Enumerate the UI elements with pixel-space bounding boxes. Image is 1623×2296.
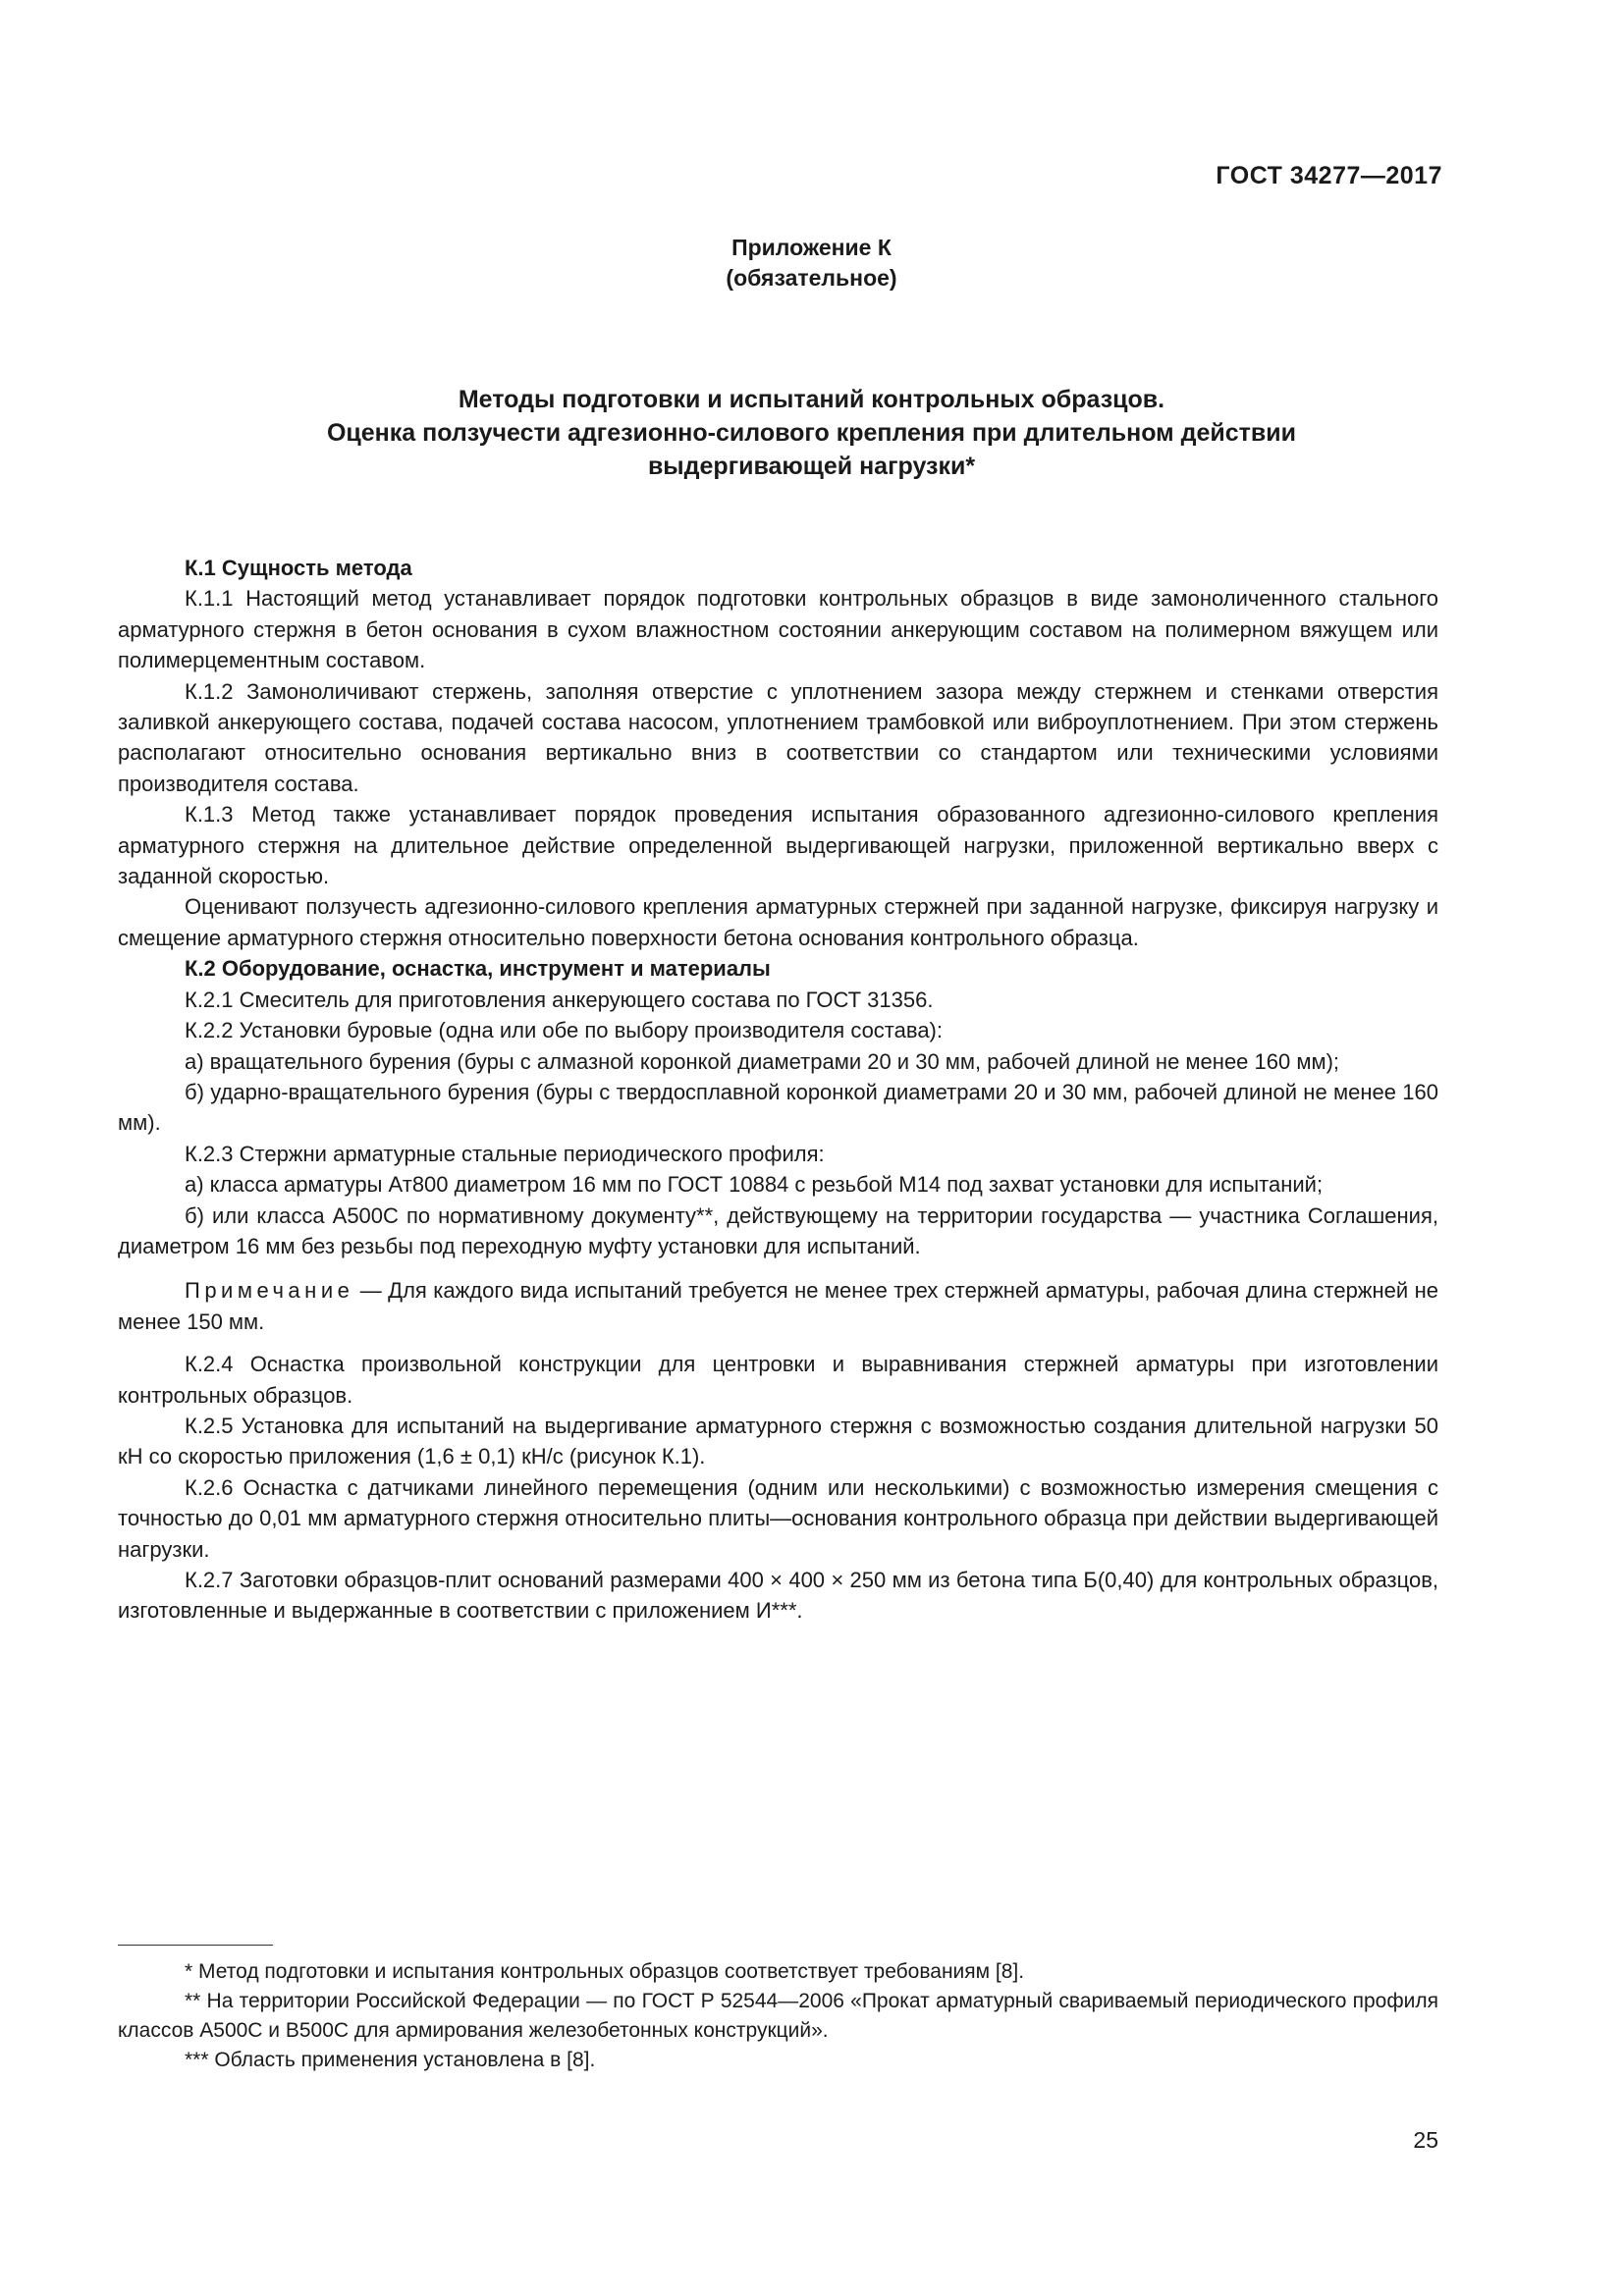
paragraph-k1-3: К.1.3 Метод также устанавливает порядок проведения испытания образованного адгезионно-силового крепления арматурного стержня на длительное действие определенной выдергивающей нагрузки, приложенной вертикально вверх с заданной скоростью. [118, 802, 1438, 889]
title-line-2: Оценка ползучести адгезионно-силового крепления при длительном действии [326, 419, 1297, 447]
paragraph-k2-4: К.2.4 Оснастка произвольной конструкции для центровки и выравнивания стержней арматуры при изготовлении контрольных образцов. [118, 1352, 1438, 1408]
paragraph-k2-2: К.2.2 Установки буровые (одна или обе по выбору производителя состава): [185, 1018, 943, 1043]
document-code: ГОСТ 34277—2017 [1216, 162, 1442, 189]
paragraph-k2-3: К.2.3 Стержни арматурные стальные периодического профиля: [185, 1141, 825, 1166]
paragraph-k2-1: К.2.1 Смеситель для приготовления анкерующего состава по ГОСТ 31356. [185, 987, 934, 1012]
paragraph-k2-7: К.2.7 Заготовки образцов-плит оснований размерами 400 × 400 × 250 мм из бетона типа Б(0,40) для контрольных образцов, изготовленные и выдержанные в соответствии с приложением И***. [118, 1568, 1438, 1624]
document-body [118, 553, 1438, 1627]
paragraph-k1-2: К.1.2 Замоноличивают стержень, заполняя отверстие с уплотнением зазора между стержнем и стенками отверстия заливкой анкерующего состава, подачей состава насосом, уплотнением трамбовкой или виброуплотнением. При этом стержень располагают относительно основания вертикально вниз в соответствии со стандартом или техническими условиями производителя состава. [118, 678, 1438, 796]
appendix-title [0, 383, 1623, 483]
list-item-k2-3a: а) класса арматуры Ат800 диаметром 16 мм по ГОСТ 10884 с резьбой М14 под захват установки для испытаний; [185, 1172, 1324, 1198]
footnotes [118, 1957, 1438, 2075]
paragraph-k1-4: Оценивают ползучесть адгезионно-силового крепления арматурных стержней при заданной нагрузке, фиксируя нагрузку и смещение арматурного стержня относительно поверхности бетона основания контрольного образца. [118, 894, 1438, 950]
appendix-status: (обязательное) [726, 265, 897, 291]
list-item-k2-2b: б) ударно-вращательного бурения (буры с твердосплавной коронкой диаметрами 20 и 30 мм, рабочей длиной не менее 160 мм). [118, 1079, 1438, 1136]
section-heading-k2: К.2 Оборудование, оснастка, инструмент и материалы [185, 956, 771, 982]
title-line-3: выдергивающей нагрузки* [647, 453, 976, 480]
footnote-divider [118, 1945, 273, 1946]
page-number: 25 [1413, 2127, 1438, 2153]
note [118, 1275, 1438, 1337]
paragraph-k2-6: К.2.6 Оснастка с датчиками линейного перемещения (одним или несколькими) с возможностью измерения смещения с точностью до 0,01 мм арматурного стержня относительно плиты—основания контрольного образца при действии выдергивающей нагрузки. [118, 1474, 1438, 1562]
appendix-heading [0, 233, 1623, 294]
note-text: — Для каждого вида испытаний требуется не менее трех стержней арматуры, рабочая длина стержней не менее 150 мм. [118, 1278, 1438, 1334]
list-item-k2-3b: б) или класса А500С по нормативному документу**, действующему на территории государства — участника Соглашения, диаметром 16 мм без резьбы под переходную муфту установки для испытаний. [118, 1202, 1438, 1258]
footnote-1: * Метод подготовки и испытания контрольных образцов соответствует требованиям [8]. [185, 1960, 1025, 1983]
paragraph-k1-1: К.1.1 Настоящий метод устанавливает порядок подготовки контрольных образцов в виде замоноличенного стального арматурного стержня в бетон основания в сухом влажностном состоянии анкерующим составом на полимерном вяжущем или полимерцементным составом. [118, 586, 1438, 673]
list-item-k2-2a: а) вращательного бурения (буры с алмазной коронкой диаметрами 20 и 30 мм, рабочей длиной не менее 160 мм); [185, 1048, 1340, 1074]
footnote-2: ** На территории Российской Федерации — по ГОСТ Р 52544—2006 «Прокат арматурный свариваемый периодического профиля классов А500С и В500С для армирования железобетонных конструкций». [118, 1990, 1438, 2042]
footnote-3: *** Область применения установлена в [8]. [185, 2049, 596, 2071]
note-label: Примечание [185, 1278, 354, 1304]
title-line-1: Методы подготовки и испытаний контрольных образцов. [458, 386, 1165, 413]
appendix-label: Приложение К [731, 235, 892, 260]
paragraph-k2-5: К.2.5 Установка для испытаний на выдергивание арматурного стержня с возможностью создания длительной нагрузки 50 кН со скоростью приложения (1,6 ± 0,1) кН/с (рисунок К.1). [118, 1413, 1438, 1469]
section-heading-k1: К.1 Сущность метода [185, 556, 412, 580]
